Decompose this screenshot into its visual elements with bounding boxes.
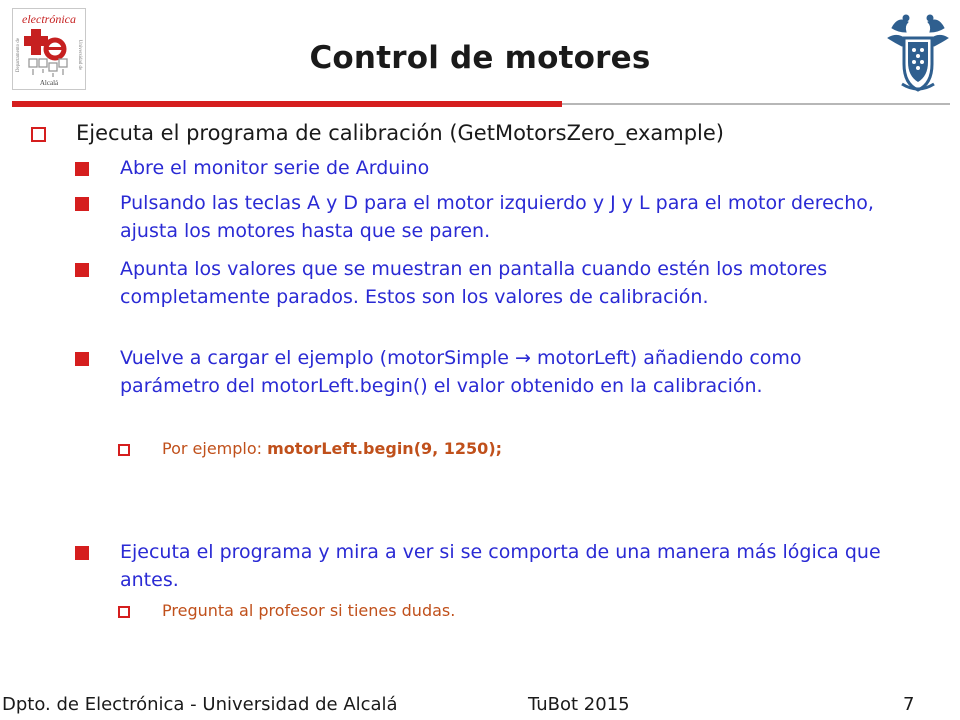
sub-bullet-s2-text: Pregunta al profesor si tienes dudas. — [162, 601, 456, 620]
square-bullet-icon — [75, 546, 89, 560]
logo-text-side-left: Departamento de — [16, 37, 21, 73]
bullet-b2-text: Pulsando las teclas A y D para el motor izquierdo y J y L para el motor derecho, ajusta los motores hasta que se paren. — [120, 192, 874, 242]
bullet-b1-text: Abre el monitor serie de Arduino — [120, 157, 430, 179]
hollow-square-bullet-icon — [31, 127, 46, 142]
logo-text-bottom: Alcalá — [39, 79, 59, 87]
footer-page-number: 7 — [903, 694, 915, 715]
footer-department: Dpto. de Electrónica - Universidad de Alcalá — [2, 694, 398, 715]
bullet-b5-text: Ejecuta el programa y mira a ver si se comporta de una manera más lógica que antes. — [120, 541, 881, 591]
bullet-b4-pre: Vuelve a cargar el ejemplo (motorSimple — [120, 347, 516, 369]
slide-title: Control de motores — [309, 40, 651, 76]
bullet-b4-post: motorLeft) añadiendo como parámetro del motorLeft.begin() el valor obtenido en la calibración. — [120, 347, 802, 397]
square-bullet-icon — [75, 162, 89, 176]
bullet-main-text: Ejecuta el programa de calibración (GetMotorsZero_example) — [76, 121, 724, 145]
square-bullet-icon — [75, 263, 89, 277]
logo-text-top: electrónica — [22, 12, 76, 26]
sub-bullet-s1-text — [162, 438, 502, 460]
footer-course: TuBot 2015 — [528, 694, 630, 715]
right-arrow-icon: → — [515, 347, 531, 369]
bullet-b3-text: Apunta los valores que se muestran en pantalla cuando estén los motores completamente parados. Estos son los valores de calibración. — [120, 258, 828, 308]
title-rule-red — [12, 101, 562, 107]
hollow-square-bullet-icon — [118, 444, 130, 456]
square-bullet-icon — [75, 197, 89, 211]
sub-bullet-s1-prefix: Por ejemplo: — [162, 439, 268, 458]
hollow-square-bullet-icon — [118, 606, 130, 618]
sub-bullet-s1-code: motorLeft.begin(9, 1250); — [267, 439, 503, 458]
title-rule-gray — [562, 103, 950, 105]
square-bullet-icon — [75, 352, 89, 366]
logo-text-side-right: Universidad de — [77, 39, 82, 71]
bullet-b4-text — [120, 344, 900, 400]
